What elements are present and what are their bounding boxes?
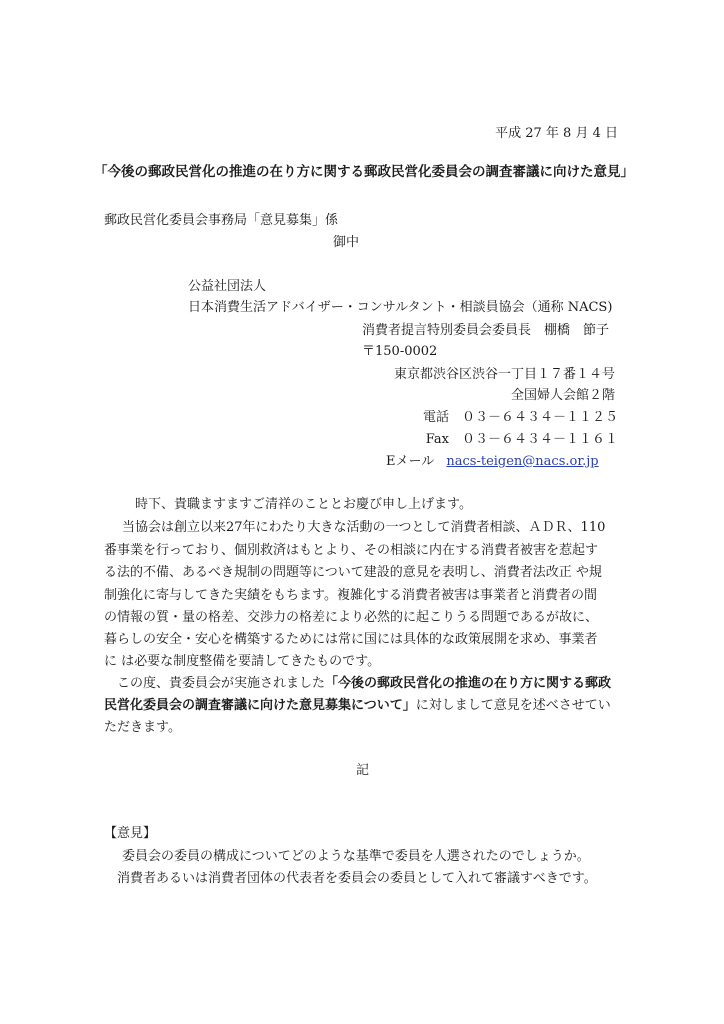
body-paragraph-line: 暮らしの安全・安心を構築するためには常に国には具体的な政策展開を求め、事業者 <box>104 632 598 647</box>
request-rest: に対しまして意見を述べさせてい <box>415 698 611 713</box>
request-subject-part-1: 「今後の郵政民営化の推進の在り方に関する郵政 <box>325 676 612 691</box>
opinion-header: 【意見】 <box>104 826 157 841</box>
sender-address-1: 東京都渋谷区渋谷一丁目１７番１４号 <box>393 367 615 382</box>
sender-address-2: 全国婦人会館２階 <box>510 388 615 403</box>
body-paragraph-line: に は必要な制度整備を要請してきたものです。 <box>104 654 381 669</box>
request-paragraph-line-2 <box>104 699 611 712</box>
opinion-line-2: 消費者あるいは消費者団体の代表者を委員会の委員として入れて審議すべきです。 <box>117 871 597 886</box>
request-subject-part-2: 民営化委員会の調査審議に向けた意見募集について」 <box>104 698 416 713</box>
body-paragraph-line: の情報の質・量の格差、交渉力の格差により必然的に起こりうる問題であるが故に、 <box>104 610 599 625</box>
sender-tel: 電話 ０３－６４３４－１１２５ <box>422 410 618 425</box>
email-link[interactable]: nacs-teigen@nacs.or.jp <box>446 454 599 469</box>
request-prefix: この度、貴委員会が実施されました <box>117 676 326 691</box>
sender-org-name: 日本消費生活アドバイザー・コンサルタント・相談員協会（通称 NACS) <box>188 300 613 315</box>
body-paragraph-line: る法的不備、あるべき規制の問題等について建設的意見を表明し、消費者法改正 や規 <box>104 565 602 580</box>
addressee-line: 郵政民営化委員会事務局「意見募集」係 <box>104 213 339 228</box>
request-paragraph-line-3: ただきます。 <box>104 720 181 735</box>
document-date: 平成 27 年 8 月 4 日 <box>495 126 618 141</box>
addressee-onchu: 御中 <box>333 235 360 250</box>
opinion-line-1: 委員会の委員の構成についてどのような基準で委員を人選されたのでしょうか。 <box>122 849 590 864</box>
ki-heading: 記 <box>356 763 370 778</box>
body-paragraph-line: 制強化に寄与してきた実績をもちます。複雑化する消費者被害は事業者と消費者の間 <box>104 588 597 603</box>
body-paragraph-line: 番事業を行っており、個別救済はもとより、その相談に内在する消費者被害を惹起す <box>104 543 599 558</box>
sender-fax: Fax ０３－６４３４－１１６１ <box>425 432 618 447</box>
sender-postal-code: 〒150-0002 <box>362 344 438 359</box>
sender-representative: 消費者提言特別委員会委員長 棚橋 節子 <box>362 323 610 338</box>
body-paragraph-line: 当協会は創立以来27年にわたり大きな活動の一つとして消費者相談、ＡＤＲ、110 <box>122 520 606 535</box>
document-title: 「今後の郵政民営化の推進の在り方に関する郵政民営化委員会の調査審議に向けた意見」 <box>94 164 634 180</box>
sender-email-row <box>386 455 599 468</box>
request-paragraph-line-1 <box>117 677 611 690</box>
email-label: Eメール <box>386 454 435 469</box>
greeting-paragraph: 時下、貴職ますますご清祥のこととお慶び申し上げます。 <box>135 497 472 512</box>
sender-org-type: 公益社団法人 <box>188 279 267 294</box>
